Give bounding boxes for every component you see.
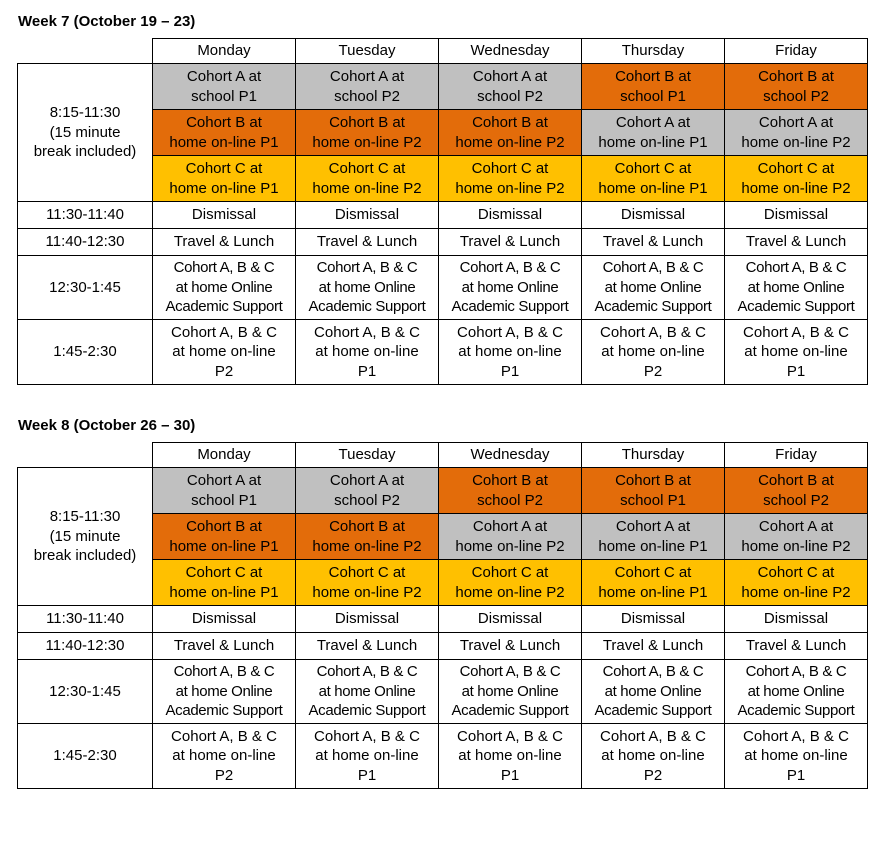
day-header: Thursday [582, 39, 725, 64]
day-header: Thursday [582, 443, 725, 468]
activity-cell: Cohort A, B & C at home on-line P2 [582, 320, 725, 385]
activity-cell: Cohort A, B & C at home Online Academic Support [582, 256, 725, 320]
time-cell: 8:15-11:30 (15 minute break included) [18, 468, 153, 606]
cohort-cell: Cohort B at school P1 [582, 468, 725, 514]
activity-cell: Cohort A, B & C at home Online Academic Support [725, 256, 868, 320]
activity-cell: Cohort A, B & C at home on-line P1 [725, 724, 868, 789]
activity-cell: Dismissal [296, 202, 439, 229]
cohort-cell: Cohort A at home on-line P2 [725, 514, 868, 560]
activity-cell: Dismissal [439, 202, 582, 229]
week-title: Week 7 (October 19 – 23) [18, 13, 196, 30]
time-cell: 1:45-2:30 [18, 320, 153, 385]
schedule-row [18, 202, 868, 229]
schedule-table [17, 442, 868, 789]
activity-cell: Cohort A, B & C at home on-line P1 [439, 724, 582, 789]
activity-cell: Dismissal [439, 606, 582, 633]
cohort-cell: Cohort A at home on-line P2 [725, 110, 868, 156]
activity-cell: Cohort A, B & C at home Online Academic Support [153, 256, 296, 320]
activity-cell: Cohort A, B & C at home on-line P2 [582, 724, 725, 789]
day-header: Monday [153, 443, 296, 468]
cohort-cell: Cohort A at home on-line P2 [439, 514, 582, 560]
cohort-cell: Cohort C at home on-line P2 [296, 560, 439, 606]
cohort-cell: Cohort B at school P2 [439, 468, 582, 514]
cohort-cell: Cohort A at school P1 [153, 468, 296, 514]
activity-cell: Cohort A, B & C at home Online Academic Support [439, 660, 582, 724]
activity-cell: Travel & Lunch [153, 229, 296, 256]
schedule-row [18, 660, 868, 724]
cohort-cell: Cohort C at home on-line P2 [296, 156, 439, 202]
activity-cell: Dismissal [725, 606, 868, 633]
activity-cell: Cohort A, B & C at home Online Academic Support [153, 660, 296, 724]
time-cell: 8:15-11:30 (15 minute break included) [18, 64, 153, 202]
cohort-cell: Cohort B at home on-line P2 [296, 514, 439, 560]
schedule-row [18, 320, 868, 385]
time-cell: 11:40-12:30 [18, 633, 153, 660]
activity-cell: Dismissal [296, 606, 439, 633]
activity-cell: Cohort A, B & C at home Online Academic Support [296, 660, 439, 724]
schedule-row [18, 606, 868, 633]
activity-cell: Travel & Lunch [296, 229, 439, 256]
activity-cell: Travel & Lunch [439, 633, 582, 660]
day-header: Tuesday [296, 443, 439, 468]
schedule-row [18, 256, 868, 320]
activity-cell: Travel & Lunch [439, 229, 582, 256]
activity-cell: Dismissal [582, 606, 725, 633]
activity-cell: Travel & Lunch [296, 633, 439, 660]
schedule-row [18, 229, 868, 256]
activity-cell: Cohort A, B & C at home on-line P2 [153, 320, 296, 385]
time-cell: 12:30-1:45 [18, 660, 153, 724]
day-header: Friday [725, 443, 868, 468]
cohort-cell: Cohort B at school P1 [582, 64, 725, 110]
week-title: Week 8 (October 26 – 30) [18, 417, 196, 434]
morning-slot-row [18, 468, 868, 514]
morning-slot-row [18, 64, 868, 110]
activity-cell: Cohort A, B & C at home Online Academic Support [725, 660, 868, 724]
day-header: Monday [153, 39, 296, 64]
time-cell: 12:30-1:45 [18, 256, 153, 320]
activity-cell: Dismissal [153, 606, 296, 633]
cohort-cell: Cohort B at school P2 [725, 64, 868, 110]
day-header: Wednesday [439, 443, 582, 468]
activity-cell: Cohort A, B & C at home Online Academic Support [582, 660, 725, 724]
activity-cell: Travel & Lunch [582, 229, 725, 256]
activity-cell: Travel & Lunch [153, 633, 296, 660]
day-header: Wednesday [439, 39, 582, 64]
day-header-row [18, 39, 868, 64]
activity-cell: Travel & Lunch [725, 633, 868, 660]
corner-cell [18, 443, 153, 468]
time-cell: 1:45-2:30 [18, 724, 153, 789]
cohort-cell: Cohort C at home on-line P2 [439, 560, 582, 606]
cohort-cell: Cohort B at home on-line P2 [296, 110, 439, 156]
cohort-cell: Cohort A at school P2 [439, 64, 582, 110]
cohort-cell: Cohort C at home on-line P1 [153, 156, 296, 202]
cohort-cell: Cohort A at school P1 [153, 64, 296, 110]
cohort-cell: Cohort B at home on-line P2 [439, 110, 582, 156]
cohort-cell: Cohort B at school P2 [725, 468, 868, 514]
activity-cell: Cohort A, B & C at home on-line P1 [725, 320, 868, 385]
cohort-cell: Cohort A at school P2 [296, 468, 439, 514]
activity-cell: Dismissal [725, 202, 868, 229]
day-header-row [18, 443, 868, 468]
cohort-cell: Cohort C at home on-line P2 [725, 560, 868, 606]
time-cell: 11:40-12:30 [18, 229, 153, 256]
time-cell: 11:30-11:40 [18, 202, 153, 229]
activity-cell: Cohort A, B & C at home Online Academic Support [296, 256, 439, 320]
corner-cell [18, 39, 153, 64]
cohort-cell: Cohort C at home on-line P1 [582, 560, 725, 606]
activity-cell: Dismissal [582, 202, 725, 229]
activity-cell: Cohort A, B & C at home on-line P1 [296, 320, 439, 385]
activity-cell: Travel & Lunch [725, 229, 868, 256]
cohort-cell: Cohort A at home on-line P1 [582, 514, 725, 560]
activity-cell: Cohort A, B & C at home on-line P1 [439, 320, 582, 385]
cohort-cell: Cohort A at school P2 [296, 64, 439, 110]
day-header: Friday [725, 39, 868, 64]
time-cell: 11:30-11:40 [18, 606, 153, 633]
schedule-row [18, 633, 868, 660]
cohort-cell: Cohort C at home on-line P2 [439, 156, 582, 202]
activity-cell: Cohort A, B & C at home Online Academic Support [439, 256, 582, 320]
cohort-cell: Cohort C at home on-line P2 [725, 156, 868, 202]
cohort-cell: Cohort B at home on-line P1 [153, 514, 296, 560]
cohort-cell: Cohort B at home on-line P1 [153, 110, 296, 156]
activity-cell: Cohort A, B & C at home on-line P2 [153, 724, 296, 789]
schedule-table [17, 38, 868, 385]
cohort-cell: Cohort C at home on-line P1 [582, 156, 725, 202]
cohort-cell: Cohort C at home on-line P1 [153, 560, 296, 606]
cohort-cell: Cohort A at home on-line P1 [582, 110, 725, 156]
activity-cell: Travel & Lunch [582, 633, 725, 660]
activity-cell: Dismissal [153, 202, 296, 229]
day-header: Tuesday [296, 39, 439, 64]
schedule-row [18, 724, 868, 789]
activity-cell: Cohort A, B & C at home on-line P1 [296, 724, 439, 789]
